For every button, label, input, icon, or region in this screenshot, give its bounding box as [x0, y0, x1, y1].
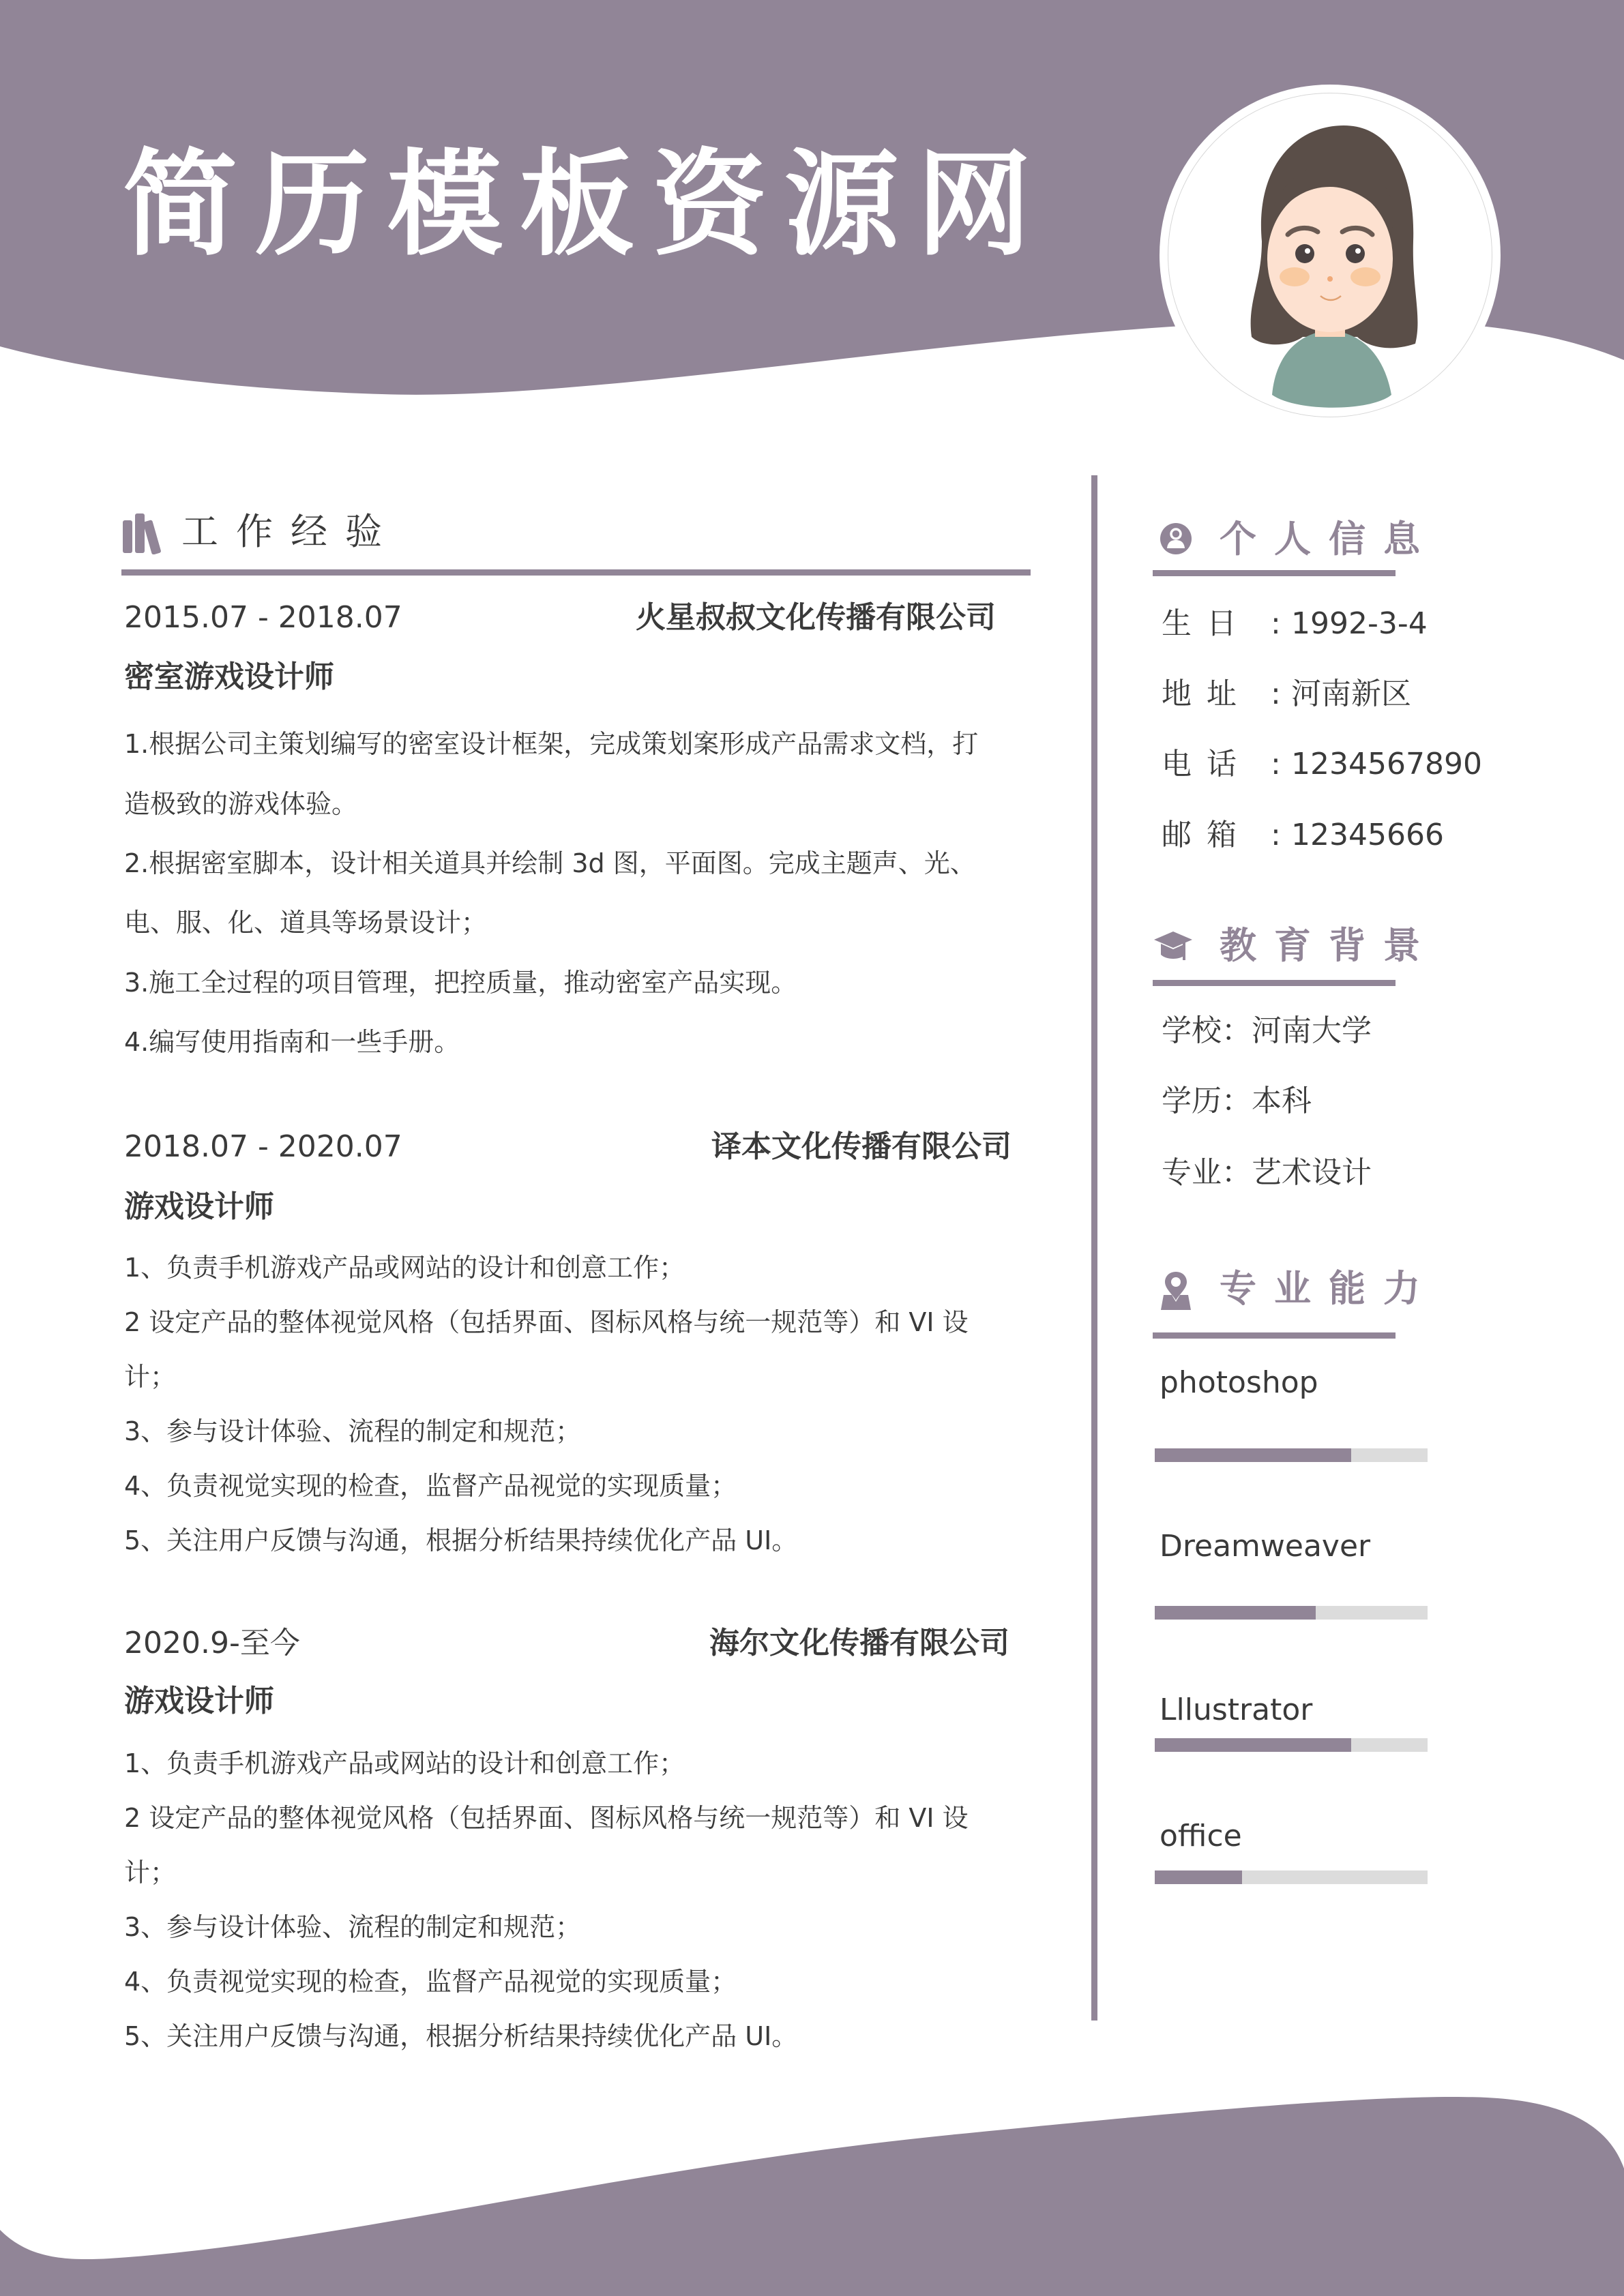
job-duty: 4、负责视觉实现的检查，监督产品视觉的实现质量；: [124, 1471, 737, 1501]
skill-bar-fill: [1155, 1606, 1316, 1620]
info-value: 12345666: [1291, 818, 1444, 852]
info-label: 邮箱: [1162, 818, 1252, 852]
graduation-cap-icon: [1153, 929, 1194, 964]
job-duty: 1.根据公司主策划编写的密室设计框架，完成策划案形成产品需求文档，打: [124, 729, 979, 759]
info-label: 地址: [1162, 676, 1252, 711]
column-divider: [1091, 475, 1097, 2021]
info-value: 1992-3-4: [1291, 606, 1428, 641]
skill-name: Dreamweaver: [1160, 1529, 1371, 1564]
job-duty: 3.施工全过程的项目管理，把控质量，推动密室产品实现。: [124, 968, 797, 998]
info-value: 1234567890: [1291, 747, 1482, 781]
job-company: 火星叔叔文化传播有限公司: [636, 600, 996, 635]
job-role: 游戏设计师: [124, 1189, 274, 1224]
education-school: 学校：河南大学: [1162, 1013, 1372, 1048]
info-birthday: 生日 : 1992-3-4: [1162, 603, 1428, 644]
education-section-rule: [1153, 980, 1396, 986]
job-role: 密室游戏设计师: [124, 659, 334, 694]
map-pin-icon: [1160, 1270, 1192, 1311]
skill-name: Lllustrator: [1160, 1693, 1313, 1727]
job-company: 海尔文化传播有限公司: [709, 1626, 1009, 1660]
job-duty: 计；: [124, 1858, 177, 1888]
avatar: [1160, 85, 1501, 426]
skill-name: office: [1160, 1819, 1242, 1853]
work-section-title: 工作经验: [181, 510, 400, 553]
page-title: 简历模板资源网: [123, 138, 1049, 271]
job-duty: 计；: [124, 1362, 177, 1392]
job-duty: 5、关注用户反馈与沟通，根据分析结果持续优化产品 UI。: [124, 2021, 798, 2051]
job-date: 2015.07 - 2018.07: [124, 600, 402, 635]
personal-section-rule: [1153, 570, 1396, 576]
info-email: 邮箱 : 12345666: [1162, 815, 1444, 856]
job-company: 译本文化传播有限公司: [711, 1129, 1012, 1164]
skill-bar-dreamweaver: [1155, 1606, 1428, 1620]
job-duty: 5、关注用户反馈与沟通，根据分析结果持续优化产品 UI。: [124, 1525, 798, 1555]
job-duty: 造极致的游戏体验。: [124, 789, 358, 819]
skill-bar-photoshop: [1155, 1448, 1428, 1462]
skill-bar-fill: [1155, 1448, 1351, 1462]
books-icon: [121, 512, 164, 554]
job-duty: 2 设定产品的整体视觉风格（包括界面、图标风格与统一规范等）和 VI 设: [124, 1803, 969, 1833]
job-duty: 1、负责手机游戏产品或网站的设计和创意工作；: [124, 1253, 685, 1283]
job-date: 2020.9-至今: [124, 1626, 300, 1660]
personal-section-title: 个人信息: [1220, 518, 1438, 561]
job-duty: 4、负责视觉实现的检查，监督产品视觉的实现质量；: [124, 1967, 737, 1997]
skill-bar-fill: [1155, 1738, 1351, 1752]
skill-bar-fill: [1155, 1870, 1242, 1884]
job-role: 游戏设计师: [124, 1684, 274, 1718]
skill-name: photoshop: [1160, 1365, 1318, 1400]
job-duty: 2 设定产品的整体视觉风格（包括界面、图标风格与统一规范等）和 VI 设: [124, 1307, 969, 1337]
job-duty: 3、参与设计体验、流程的制定和规范；: [124, 1416, 582, 1446]
education-section-title: 教育背景: [1220, 924, 1438, 967]
job-duty: 3、参与设计体验、流程的制定和规范；: [124, 1912, 582, 1942]
info-address: 地址 : 河南新区: [1162, 674, 1411, 715]
job-date: 2018.07 - 2020.07: [124, 1129, 402, 1164]
job-duty: 电、服、化、道具等场景设计；: [124, 908, 488, 938]
skills-section-title: 专业能力: [1220, 1267, 1438, 1310]
user-circle-icon: [1160, 522, 1192, 555]
avatar-illustration: [1160, 85, 1501, 426]
skill-bar-illustrator: [1155, 1738, 1428, 1752]
info-label: 电话: [1162, 747, 1252, 781]
job-duty: 2.根据密室脚本，设计相关道具并绘制 3d 图，平面图。完成主题声、光、: [124, 848, 976, 878]
info-value: 河南新区: [1291, 676, 1411, 711]
skill-bar-office: [1155, 1870, 1428, 1884]
skills-section-rule: [1153, 1332, 1396, 1339]
job-duty: 4.编写使用指南和一些手册。: [124, 1027, 460, 1057]
education-degree: 学历：本科: [1162, 1084, 1312, 1118]
info-label: 生日: [1162, 606, 1252, 641]
job-duty: 1、负责手机游戏产品或网站的设计和创意工作；: [124, 1748, 685, 1778]
info-phone: 电话 : 1234567890: [1162, 744, 1482, 785]
work-section-rule: [121, 569, 1031, 576]
education-major: 专业：艺术设计: [1162, 1155, 1372, 1190]
footer-wave: [0, 2097, 1624, 2296]
